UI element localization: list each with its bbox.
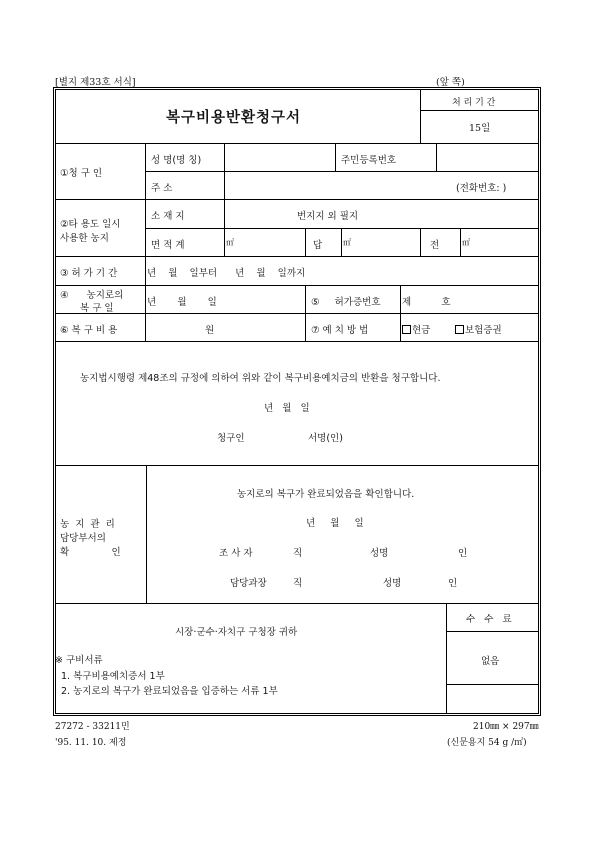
restore-date-label-line2: 복 구 일 [80, 303, 114, 314]
processing-period-value: 15일 [469, 123, 491, 134]
paper-size: 210㎜ × 297㎜ [473, 722, 539, 732]
location-label: 소 재 지 [151, 211, 185, 222]
declaration-applicant-label: 청구인 [217, 433, 245, 444]
processing-period-label: 처 리 기 간 [452, 98, 496, 108]
page-side-label: (앞 쪽) [436, 77, 465, 88]
declaration-text: 농지법시행령 제48조의 규정에 의하여 위와 같이 복구비용예치금의 반환을 청구합니다. [80, 373, 441, 384]
phone-label: (전화번호: ) [456, 183, 507, 194]
fee-label: 수 수 료 [466, 614, 512, 625]
bond-checkbox-icon [455, 325, 464, 334]
confirmation-date: 년 월 일 [306, 518, 364, 529]
field-label: 전 [430, 240, 440, 251]
name-label: 성 명(명 칭) [151, 155, 202, 166]
paper-spec: (신문용지 54 g /㎡) [447, 738, 527, 748]
deposit-option-bond[interactable]: 보험증권 [455, 322, 502, 336]
manager-name-label: 성명 [383, 578, 402, 589]
form-number: [별지 제33호 서식] [55, 77, 136, 88]
permit-period-label: ③ 허 가 기 간 [60, 268, 118, 279]
confirmation-label-line1: 농 지 관 리 [60, 519, 115, 530]
form-title: 복구비용반환청구서 [166, 110, 302, 126]
confirmation-label-line3: 확 인 [60, 547, 121, 558]
resident-number-label: 주민등록번호 [341, 155, 397, 166]
fee-value: 없음 [481, 656, 500, 667]
inspector-name-label: 성명 [370, 548, 389, 559]
restore-cost-unit: 원 [205, 325, 215, 336]
inspector-seal-label: 인 [458, 548, 468, 559]
cash-checkbox-icon [402, 325, 411, 334]
manager-label: 담당과장 [230, 578, 267, 589]
confirmation-text: 농지로의 복구가 완료되었음을 확인합니다. [237, 489, 415, 500]
form-code: 27272 - 33211민 [55, 722, 130, 732]
manager-seal-label: 인 [448, 578, 458, 589]
paddy-unit: ㎡ [343, 238, 351, 247]
inspector-label: 조 사 자 [219, 548, 253, 559]
address-label: 주 소 [151, 183, 173, 194]
land-label-line1: ②타 용도 일시 [60, 219, 121, 230]
deposit-option-cash[interactable]: 현금 [402, 322, 430, 336]
inspector-rank-label: 직 [293, 548, 303, 559]
declaration-date: 년 월 일 [264, 403, 310, 414]
declaration-signature-label: 서명(인) [308, 433, 343, 444]
total-area-unit: ㎡ [226, 238, 234, 247]
established-date: '95. 11. 10. 제정 [55, 738, 127, 748]
applicant-label: ①청 구 인 [60, 168, 103, 179]
deposit-method-label: ⑦ 예 치 방 법 [311, 325, 369, 336]
restore-date-value: 년 월 일 [147, 297, 217, 308]
required-doc-2: 2. 농지로의 복구가 완료되었음을 입증하는 서류 1부 [61, 686, 278, 697]
manager-rank-label: 직 [293, 578, 303, 589]
restore-date-label-line1: ④ 농지로의 [60, 290, 124, 301]
required-doc-1: 1. 복구비용예치증서 1부 [61, 671, 165, 682]
permit-number-value: 제 호 [402, 297, 451, 308]
total-area-label: 면 적 계 [151, 240, 185, 251]
addressee: 시장·군수·자치구 구청장 귀하 [175, 627, 298, 638]
permit-period-value: 년 월 일부터 년 월 일까지 [147, 268, 306, 279]
confirmation-label-line2: 담당부서의 [60, 533, 106, 544]
field-unit: ㎡ [462, 238, 470, 247]
location-value: 번지지 외 필지 [297, 211, 359, 222]
paddy-label: 답 [313, 240, 323, 251]
restore-cost-label: ⑥ 복 구 비 용 [60, 325, 118, 336]
land-label-line2: 사용한 농지 [60, 233, 109, 244]
permit-number-label: ⑤ 허가증번호 [311, 297, 381, 308]
required-docs-title: ※ 구비서류 [55, 655, 103, 666]
